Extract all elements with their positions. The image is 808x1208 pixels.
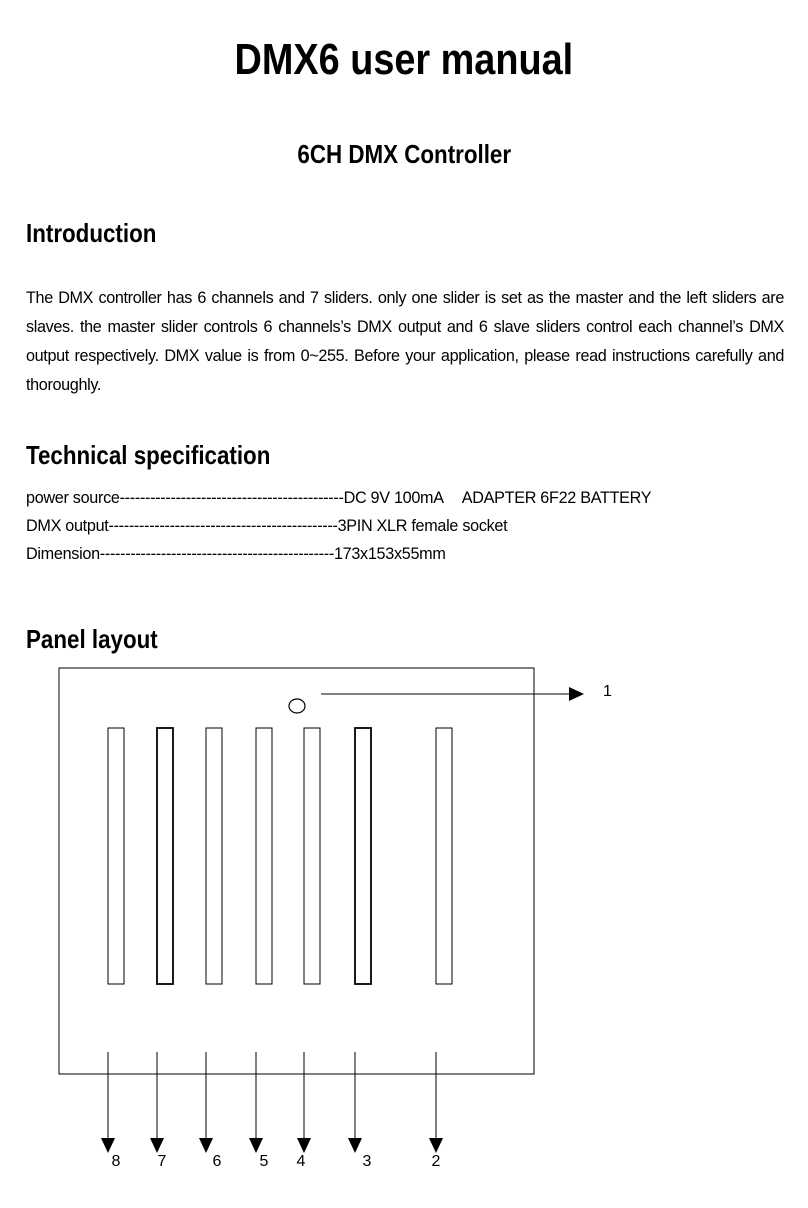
slider-track-8 bbox=[108, 728, 124, 984]
slider-track-2 bbox=[436, 728, 452, 984]
document-subtitle-text: 6CH DMX Controller bbox=[297, 139, 511, 169]
slider-callout-label-5: 5 bbox=[259, 1153, 269, 1170]
spec-line-power-source bbox=[26, 488, 651, 508]
spec-leader: -------------------------------------------- bbox=[119, 489, 344, 507]
spec-extra: ADAPTER 6F22 BATTERY bbox=[461, 489, 652, 507]
slider-callout-label-2: 2 bbox=[431, 1153, 441, 1170]
introduction-heading-text: Introduction bbox=[26, 218, 157, 248]
introduction-heading bbox=[26, 217, 178, 249]
spec-value: 3PIN XLR female socket bbox=[337, 517, 508, 535]
panel-layout-heading-text: Panel layout bbox=[26, 624, 158, 654]
slider-track-4 bbox=[304, 728, 320, 984]
introduction-paragraph: The DMX controller has 6 channels and 7 sliders. only one slider is set as the master and the left sliders are slaves. the master slider controls 6 channels’s DMX output and 6 slave sliders control each channel’s DMX output respectively. DMX value is from 0~255. Before your application, please read instructions carefully and thoroughly. bbox=[26, 289, 784, 394]
slider-arrow-head-4 bbox=[297, 1138, 311, 1153]
spec-value: DC 9V 100mA bbox=[343, 489, 444, 507]
spec-label: Dimension bbox=[26, 545, 100, 563]
technical-specification-heading bbox=[26, 439, 310, 471]
indicator-light-icon bbox=[289, 699, 305, 713]
indicator-arrow-head bbox=[569, 687, 584, 701]
slider-arrow-head-3 bbox=[348, 1138, 362, 1153]
slider-arrow-head-6 bbox=[199, 1138, 213, 1153]
spec-label: DMX output bbox=[26, 517, 109, 535]
slider-arrow-head-2 bbox=[429, 1138, 443, 1153]
spec-leader: ---------------------------------------------- bbox=[99, 545, 334, 563]
document-title-text: DMX6 user manual bbox=[234, 35, 574, 84]
spec-leader: --------------------------------------------- bbox=[108, 517, 338, 535]
slider-callout-label-3: 3 bbox=[362, 1153, 372, 1170]
slider-callout-label-7: 7 bbox=[157, 1153, 167, 1170]
slider-arrow-head-7 bbox=[150, 1138, 164, 1153]
slider-arrow-head-8 bbox=[101, 1138, 115, 1153]
spec-line-dmx-output bbox=[26, 516, 507, 536]
technical-specification-heading-text: Technical specification bbox=[26, 440, 271, 470]
document-subtitle bbox=[0, 138, 808, 170]
spec-label: power source bbox=[26, 489, 120, 507]
slider-callout-label-6: 6 bbox=[212, 1153, 222, 1170]
document-title bbox=[0, 34, 808, 86]
slider-track-6 bbox=[206, 728, 222, 984]
slider-callout-label-8: 8 bbox=[111, 1153, 121, 1170]
slider-track-5 bbox=[256, 728, 272, 984]
slider-track-7 bbox=[157, 728, 173, 984]
slider-callout-label-4: 4 bbox=[296, 1153, 306, 1170]
spec-line-dimension bbox=[26, 544, 446, 564]
panel-outline bbox=[59, 668, 534, 1074]
spec-value: 173x153x55mm bbox=[333, 545, 446, 563]
slider-arrow-head-5 bbox=[249, 1138, 263, 1153]
slider-track-3 bbox=[355, 728, 371, 984]
slider-group bbox=[101, 728, 452, 1170]
panel-layout-diagram bbox=[0, 660, 808, 1180]
indicator-callout-label: 1 bbox=[603, 683, 612, 700]
panel-layout-heading bbox=[26, 623, 179, 655]
